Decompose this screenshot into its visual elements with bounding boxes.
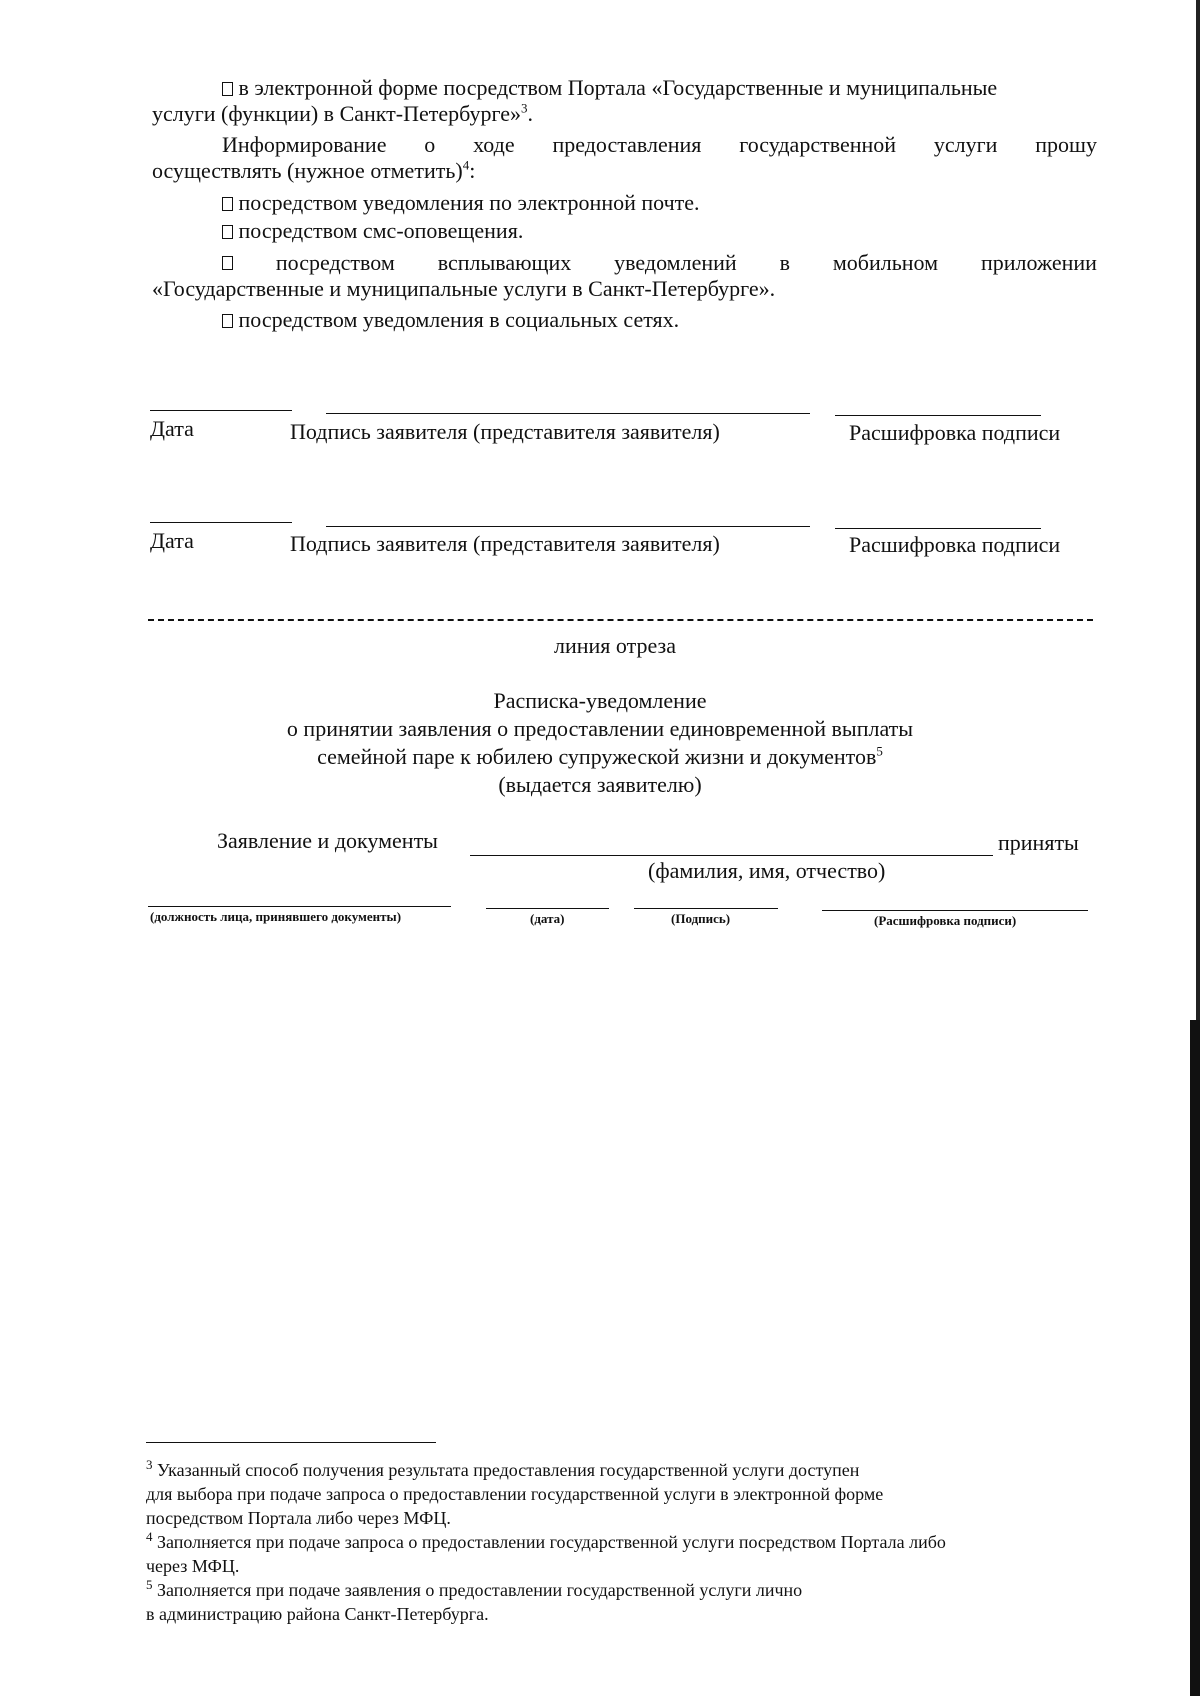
option-push-word: посредством	[275, 250, 395, 275]
signature-label-2: Подпись заявителя (представителя заявителя)	[290, 531, 720, 556]
option-push-word: в	[779, 250, 790, 275]
footnote-3-line1: $^3$ Указанный способ получения результата предоставления государственной услуги доступен	[146, 1457, 860, 1480]
checkbox-social[interactable]	[222, 314, 233, 328]
receipt-line3: (выдается заявителю)	[498, 772, 702, 797]
date-label-1: Дата	[150, 416, 194, 441]
scan-edge-dark-band	[1190, 1020, 1200, 1696]
checkbox-portal[interactable]	[222, 82, 233, 96]
checkbox-email[interactable]	[222, 197, 233, 211]
footnote-separator	[146, 1442, 436, 1443]
informing-intro-word: о	[424, 132, 436, 157]
cut-line-label: линия отреза	[554, 633, 676, 658]
receipt-date-line	[486, 908, 609, 909]
decode-line-1	[835, 415, 1041, 416]
caption-position: (должность лица, принявшего документы)	[150, 909, 402, 924]
footnote-5-line1: $^5$ Заполняется при подаче заявления о предоставлении государственной услуги лично	[146, 1577, 803, 1600]
date-label-2: Дата	[150, 528, 194, 553]
informing-intro-word: услуги	[933, 132, 998, 157]
date-line-2	[150, 522, 292, 523]
footnote-5-line2: в администрацию района Санкт-Петербурга.	[146, 1604, 489, 1624]
option-push-word: уведомлений	[614, 250, 737, 275]
checkbox-sms[interactable]	[222, 225, 233, 239]
fio-line	[470, 855, 993, 856]
receipt-decode-line	[822, 910, 1088, 911]
receipt-title: Расписка-уведомление	[493, 688, 707, 713]
option-push-word: всплывающих	[437, 250, 572, 275]
option-portal-text: в электронной форме посредством Портала «Государственные и муниципальные	[238, 75, 998, 100]
option-email: посредством уведомления по электронной почте.	[222, 189, 700, 217]
footnote-3-line3: посредством Портала либо через МФЦ.	[146, 1508, 451, 1528]
footnote-4-line2: через МФЦ.	[146, 1556, 240, 1576]
receipt-line1: о принятии заявления о предоставлении единовременной выплаты	[286, 716, 914, 741]
signature-line-2	[326, 526, 810, 527]
footnote-3-line2: для выбора при подаче запроса о предоставлении государственной услуги в электронной форме	[146, 1484, 884, 1504]
cut-line	[148, 619, 1093, 621]
decode-label-2: Расшифровка подписи	[849, 532, 1061, 557]
receipt-signature-line	[634, 908, 778, 909]
option-push-word: мобильном	[832, 250, 939, 275]
decode-label-1: Расшифровка подписи	[849, 420, 1061, 445]
informing-intro-line1	[222, 131, 1097, 159]
footnote-4-line1: $^4$ Заполняется при подаче запроса о предоставлении государственной услуги посредством Портала либо	[146, 1529, 946, 1552]
fio-caption: (фамилия, имя, отчество)	[648, 858, 886, 883]
accepted-prefix: Заявление и документы	[217, 828, 438, 853]
informing-intro-line2: осуществлять (нужное отметить)$^4$:	[152, 157, 476, 183]
option-push-line2: «Государственные и муниципальные услуги в Санкт-Петербурге».	[152, 276, 776, 301]
option-push-line1	[222, 249, 1097, 277]
informing-intro-word: предоставления	[552, 132, 702, 157]
option-social: посредством уведомления в социальных сетях.	[222, 306, 679, 334]
option-push-checkbox[interactable]	[222, 256, 233, 270]
position-line	[148, 906, 451, 907]
caption-signature: (Подпись)	[671, 911, 731, 926]
decode-line-2	[835, 528, 1041, 529]
option-portal-line1	[222, 74, 997, 102]
accepted-suffix: приняты	[998, 830, 1079, 855]
receipt-line2: семейной паре к юбилею супружеской жизни и документов$^5$	[317, 743, 883, 769]
signature-line-1	[326, 413, 810, 414]
option-sms: посредством смс-оповещения.	[222, 217, 523, 245]
informing-intro-word: Информирование	[222, 132, 387, 157]
caption-date: (дата)	[530, 911, 565, 926]
informing-intro-word: государственной	[739, 132, 897, 157]
date-line-1	[150, 410, 292, 411]
caption-decode: (Расшифровка подписи)	[874, 913, 1017, 928]
option-portal-line2: услуги (функции) в Санкт-Петербурге»$^3$.	[152, 100, 534, 126]
informing-intro-word: ходе	[473, 132, 515, 157]
option-push-word: приложении	[980, 250, 1097, 275]
signature-label-1: Подпись заявителя (представителя заявителя)	[290, 419, 720, 444]
informing-intro-word: прошу	[1035, 132, 1097, 157]
